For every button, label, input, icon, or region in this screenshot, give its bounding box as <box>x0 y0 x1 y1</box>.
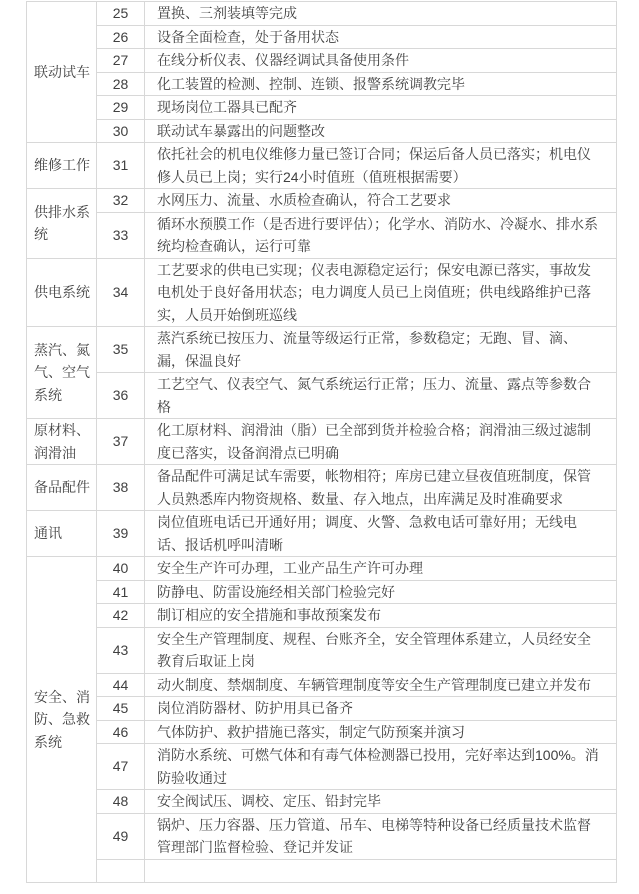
requirement-text-cell: 防静电、防雷设施经相关部门检验完好 <box>145 580 617 604</box>
requirement-text-cell: 动火制度、禁烟制度、车辆管理制度等安全生产管理制度已建立并发布 <box>145 673 617 697</box>
table-row <box>27 327 617 373</box>
row-number-cell: 43 <box>97 627 145 673</box>
table-row <box>27 419 617 465</box>
category-cell: 安全、消防、急救系统 <box>27 557 97 883</box>
row-number-cell: 40 <box>97 557 145 581</box>
requirement-text-cell: 置换、三剂装填等完成 <box>145 2 617 26</box>
row-number-cell: 35 <box>97 327 145 373</box>
row-number-cell: 45 <box>97 697 145 721</box>
row-number-cell <box>97 859 145 882</box>
row-number-cell: 36 <box>97 373 145 419</box>
table-row <box>27 790 617 814</box>
row-number-cell: 34 <box>97 258 145 327</box>
table-row <box>27 697 617 721</box>
requirement-text-cell: 安全阀试压、调校、定压、铅封完毕 <box>145 790 617 814</box>
row-number-cell: 26 <box>97 25 145 49</box>
table-row <box>27 744 617 790</box>
requirement-text-cell: 安全生产管理制度、规程、台账齐全，安全管理体系建立，人员经安全教育后取证上岗 <box>145 627 617 673</box>
requirement-text-cell: 气体防护、救护措施已落实，制定气防预案并演习 <box>145 720 617 744</box>
table-row <box>27 25 617 49</box>
row-number-cell: 29 <box>97 96 145 120</box>
table-row <box>27 96 617 120</box>
requirement-text-cell: 消防水系统、可燃气体和有毒气体检测器已投用，完好率达到100%。消防验收通过 <box>145 744 617 790</box>
table-row <box>27 72 617 96</box>
checklist-table <box>26 1 617 883</box>
requirement-text-cell: 岗位消防器材、防护用具已备齐 <box>145 697 617 721</box>
requirement-text-cell: 制订相应的安全措施和事故预案发布 <box>145 604 617 628</box>
table-row <box>27 580 617 604</box>
category-cell: 蒸汽、氮气、空气系统 <box>27 327 97 419</box>
row-number-cell: 25 <box>97 2 145 26</box>
requirement-text-cell: 工艺要求的供电已实现；仪表电源稳定运行；保安电源已落实，事故发电机处于良好备用状态；电力调度人员已上岗值班；供电线路维护已落实，人员开始倒班巡线 <box>145 258 617 327</box>
row-number-cell: 48 <box>97 790 145 814</box>
requirement-text-cell <box>145 859 617 882</box>
requirement-text-cell: 依托社会的机电仪维修力量已签订合同；保运后备人员已落实；机电仪修人员已上岗；实行24小时值班（值班根据需要） <box>145 143 617 189</box>
category-cell: 供排水系统 <box>27 189 97 259</box>
table-row <box>27 212 617 258</box>
table-row <box>27 604 617 628</box>
requirement-text-cell: 工艺空气、仪表空气、氮气系统运行正常；压力、流量、露点等参数合格 <box>145 373 617 419</box>
table-row <box>27 627 617 673</box>
requirement-text-cell: 联动试车暴露出的问题整改 <box>145 119 617 143</box>
row-number-cell: 41 <box>97 580 145 604</box>
category-cell: 维修工作 <box>27 143 97 189</box>
table-row <box>27 2 617 26</box>
requirement-text-cell: 现场岗位工器具已配齐 <box>145 96 617 120</box>
requirement-text-cell: 在线分析仪表、仪器经调试具备使用条件 <box>145 49 617 73</box>
requirement-text-cell: 设备全面检查，处于备用状态 <box>145 25 617 49</box>
requirement-text-cell: 备品配件可满足试车需要，帐物相符；库房已建立昼夜值班制度，保管人员熟悉库内物资规格、数量、存入地点，出库满足及时准确要求 <box>145 465 617 511</box>
row-number-cell: 44 <box>97 673 145 697</box>
requirement-text-cell: 化工原材料、润滑油（脂）已全部到货并检验合格；润滑油三级过滤制度已落实，设备润滑点已明确 <box>145 419 617 465</box>
row-number-cell: 42 <box>97 604 145 628</box>
checklist-table-body <box>27 2 617 883</box>
row-number-cell: 46 <box>97 720 145 744</box>
table-row <box>27 373 617 419</box>
table-row <box>27 49 617 73</box>
row-number-cell: 37 <box>97 419 145 465</box>
row-number-cell: 39 <box>97 511 145 557</box>
requirement-text-cell: 锅炉、压力容器、压力管道、吊车、电梯等特种设备已经质量技术监督管理部门监督检验、登记并发证 <box>145 813 617 859</box>
category-cell: 备品配件 <box>27 465 97 511</box>
table-row <box>27 511 617 557</box>
requirement-text-cell: 岗位值班电话已开通好用；调度、火警、急救电话可靠好用；无线电话、报话机呼叫清晰 <box>145 511 617 557</box>
category-cell: 联动试车 <box>27 2 97 143</box>
table-row <box>27 813 617 859</box>
row-number-cell: 32 <box>97 189 145 213</box>
table-row <box>27 465 617 511</box>
table-row <box>27 258 617 327</box>
requirement-text-cell: 化工装置的检测、控制、连锁、报警系统调教完毕 <box>145 72 617 96</box>
requirement-text-cell: 蒸汽系统已按压力、流量等级运行正常，参数稳定；无跑、冒、滴、漏，保温良好 <box>145 327 617 373</box>
row-number-cell: 30 <box>97 119 145 143</box>
table-row <box>27 143 617 189</box>
table-row <box>27 720 617 744</box>
requirement-text-cell: 循环水预膜工作（是否进行要评估）；化学水、消防水、冷凝水、排水系统均检查确认，运行可靠 <box>145 212 617 258</box>
table-row <box>27 859 617 882</box>
row-number-cell: 49 <box>97 813 145 859</box>
table-row <box>27 189 617 213</box>
category-cell: 原材料、润滑油 <box>27 419 97 465</box>
category-cell: 供电系统 <box>27 258 97 327</box>
row-number-cell: 38 <box>97 465 145 511</box>
table-row <box>27 557 617 581</box>
requirement-text-cell: 安全生产许可办理，工业产品生产许可办理 <box>145 557 617 581</box>
row-number-cell: 33 <box>97 212 145 258</box>
row-number-cell: 28 <box>97 72 145 96</box>
row-number-cell: 27 <box>97 49 145 73</box>
category-cell: 通讯 <box>27 511 97 557</box>
row-number-cell: 31 <box>97 143 145 189</box>
requirement-text-cell: 水网压力、流量、水质检查确认，符合工艺要求 <box>145 189 617 213</box>
table-row <box>27 119 617 143</box>
row-number-cell: 47 <box>97 744 145 790</box>
table-row <box>27 673 617 697</box>
